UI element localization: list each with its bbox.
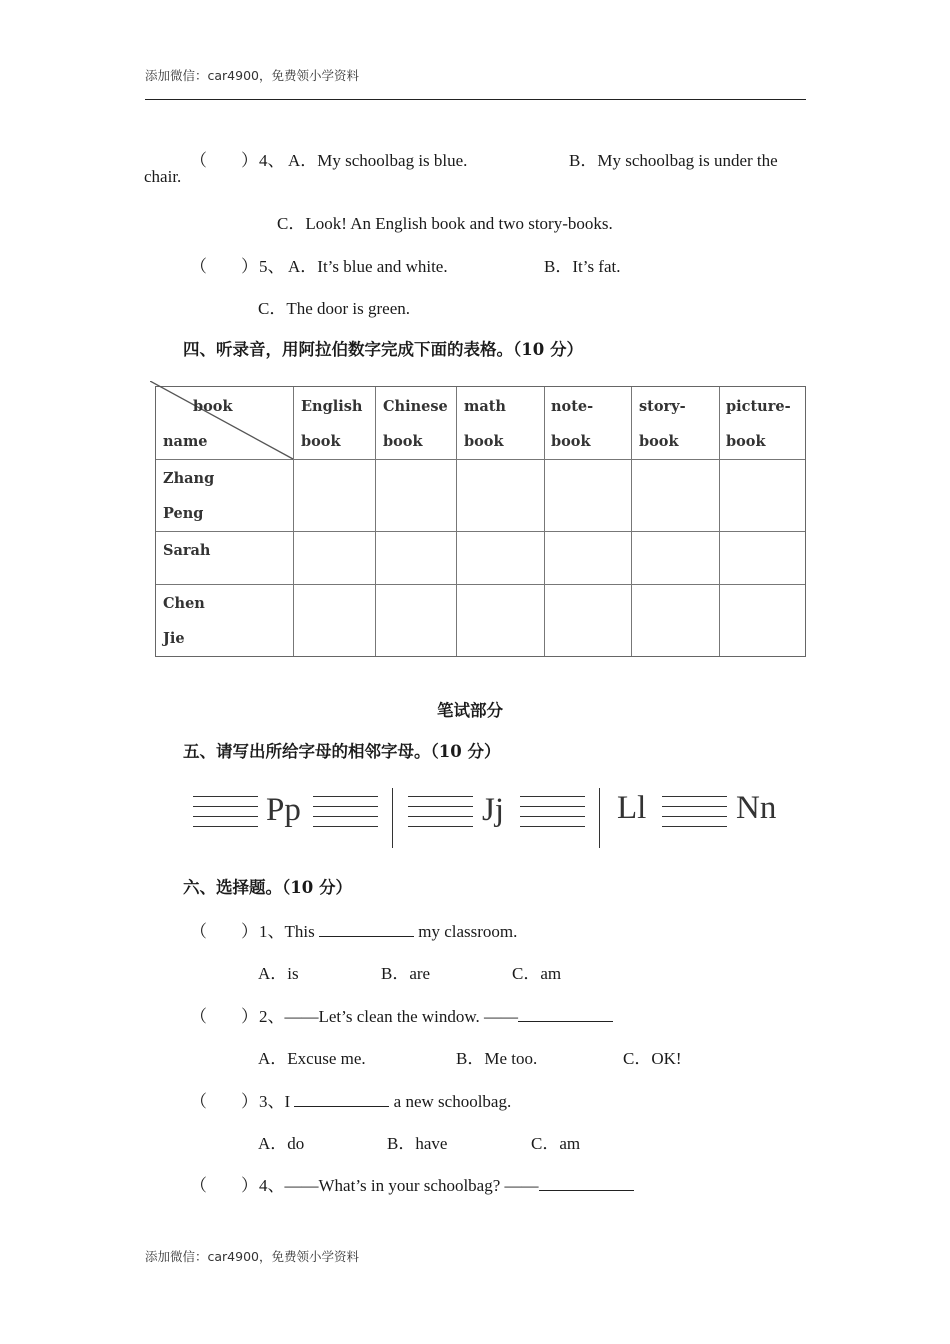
mc-q1-option-c: C．am: [512, 964, 562, 983]
mc-q3-option-a: A．do: [258, 1134, 305, 1153]
header-watermark: 添加微信：car4900，免费领小学资料: [145, 68, 359, 83]
col-header: book: [726, 433, 766, 450]
col-header: book: [639, 433, 679, 450]
answer-blank: [539, 1176, 634, 1191]
col-header: story-: [639, 398, 686, 415]
mc-q4-stem: 4、——What’s in your schoolbag? ——: [259, 1171, 634, 1196]
col-header: book: [464, 433, 504, 450]
divider: [599, 788, 600, 848]
letter-nn: Nn: [736, 790, 777, 826]
corner-label-book: book: [193, 398, 233, 415]
writing-lines: [408, 792, 473, 832]
writing-lines: [662, 792, 727, 832]
answer-blank: [319, 922, 414, 937]
answer-blank: [518, 1007, 613, 1022]
q4-option-a: A．My schoolbag is blue.: [288, 151, 468, 170]
writing-lines: [520, 792, 585, 832]
mc-q1-paren: （ ）: [190, 922, 258, 941]
letter-jj: Jj: [482, 792, 505, 828]
q4-option-c: C．Look! An English book and two story-books.: [277, 214, 613, 233]
listening-table: [155, 386, 806, 657]
q5-option-b: B．It’s fat.: [544, 257, 621, 276]
mc-q3-stem: 3、I a new schoolbag.: [259, 1092, 512, 1111]
mc-q1-option-b: B．are: [381, 964, 431, 983]
part4-title: 四、听录音，用阿拉伯数字完成下面的表格。（10 分）: [183, 340, 583, 359]
q4-paren: （ ）: [190, 151, 258, 170]
q5-paren: （ ）: [190, 257, 258, 276]
letter-pp: Pp: [266, 792, 301, 828]
q4-option-b-cont: chair.: [144, 167, 182, 186]
row-header: Sarah: [163, 542, 211, 559]
letter-ll: Ll: [617, 790, 647, 826]
header-rule: [145, 99, 806, 100]
row-header: Peng: [163, 505, 204, 522]
col-header: picture-: [726, 398, 791, 415]
col-header: book: [301, 433, 341, 450]
divider: [392, 788, 393, 848]
mc-q4-paren: （ ）: [190, 1176, 258, 1195]
q4-num: 4、: [259, 151, 285, 170]
col-header: note-: [551, 398, 594, 415]
mc-q2-option-b: B．Me too.: [456, 1049, 538, 1068]
mc-q1-stem: 1、This my classroom.: [259, 922, 518, 941]
corner-label-name: name: [163, 433, 208, 450]
written-section-title: 笔试部分: [437, 701, 503, 720]
mc-q3-option-b: B．have: [387, 1134, 448, 1153]
q5-option-a: A．It’s blue and white.: [288, 257, 448, 276]
part6-title: 六、选择题。（10 分）: [183, 878, 352, 897]
col-header: book: [383, 433, 423, 450]
answer-blank: [294, 1092, 389, 1107]
row-header: Jie: [163, 630, 185, 647]
mc-q3-paren: （ ）: [190, 1092, 258, 1111]
row-header: Chen: [163, 595, 205, 612]
mc-q2-paren: （ ）: [190, 1007, 258, 1026]
q4-option-b: B．My schoolbag is under the: [569, 151, 778, 170]
q5-option-c: C．The door is green.: [258, 299, 411, 318]
col-header: English: [301, 398, 363, 415]
col-header: book: [551, 433, 591, 450]
mc-q2-option-a: A．Excuse me.: [258, 1049, 366, 1068]
mc-q2-option-c: C．OK!: [623, 1049, 682, 1068]
mc-q1-option-a: A．is: [258, 964, 299, 983]
part5-title: 五、请写出所给字母的相邻字母。（10 分）: [183, 742, 501, 761]
row-header: Zhang: [163, 470, 215, 487]
mc-q3-option-c: C．am: [531, 1134, 581, 1153]
footer-watermark: 添加微信：car4900，免费领小学资料: [145, 1249, 359, 1264]
writing-lines: [313, 792, 378, 832]
mc-q2-stem: 2、——Let’s clean the window. ——: [259, 1002, 613, 1027]
q5-num: 5、: [259, 257, 285, 276]
col-header: math: [464, 398, 506, 415]
col-header: Chinese: [383, 398, 448, 415]
writing-lines: [193, 792, 258, 832]
